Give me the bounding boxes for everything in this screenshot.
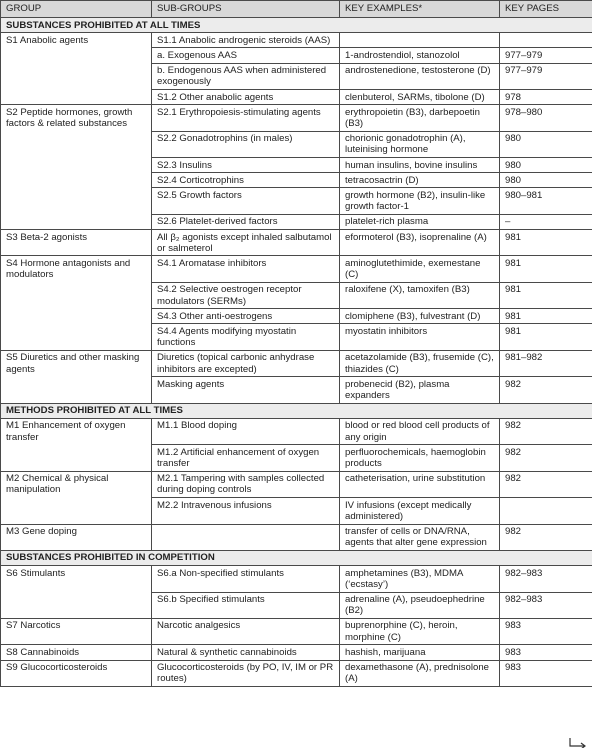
key-pages-cell: 980 <box>500 131 592 157</box>
table-body <box>1 18 592 687</box>
key-examples-cell: adrenaline (A), pseudoephedrine (B2) <box>340 592 500 618</box>
turn-right-arrow-icon <box>569 738 587 748</box>
table-row <box>1 230 592 256</box>
key-examples-cell: androstenedione, testosterone (D) <box>340 63 500 89</box>
section-header-row <box>1 403 592 418</box>
key-pages-cell: 980 <box>500 158 592 173</box>
sub-group-cell: S4.1 Aromatase inhibitors <box>152 256 340 282</box>
key-pages-cell: 981 <box>500 256 592 282</box>
table-row <box>1 48 592 63</box>
table-row <box>1 173 592 188</box>
key-pages-cell: 982 <box>500 377 592 403</box>
key-pages-cell: 981 <box>500 282 592 308</box>
group-cell <box>1 131 152 157</box>
table-row <box>1 105 592 131</box>
table-row <box>1 324 592 350</box>
group-cell: S6 Stimulants <box>1 566 152 592</box>
sub-group-cell: S2.4 Corticotrophins <box>152 173 340 188</box>
table-row <box>1 498 592 524</box>
sub-group-cell: S4.3 Other anti-oestrogens <box>152 309 340 324</box>
key-pages-cell: 981–982 <box>500 350 592 376</box>
group-cell <box>1 173 152 188</box>
group-cell <box>1 324 152 350</box>
key-examples-cell: erythropoietin (B3), darbepoetin (B3) <box>340 105 500 131</box>
group-cell <box>1 377 152 403</box>
key-examples-cell: blood or red blood cell products of any origin <box>340 418 500 444</box>
sub-group-cell: S6.b Specified stimulants <box>152 592 340 618</box>
key-examples-cell: perfluorochemicals, haemoglobin products <box>340 445 500 471</box>
sub-group-cell: Natural & synthetic cannabinoids <box>152 645 340 660</box>
key-pages-cell: 981 <box>500 324 592 350</box>
section-header-row <box>1 18 592 33</box>
key-pages-cell <box>500 33 592 48</box>
key-examples-cell: clenbuterol, SARMs, tibolone (D) <box>340 90 500 105</box>
key-examples-cell: clomiphene (B3), fulvestrant (D) <box>340 309 500 324</box>
table-row <box>1 256 592 282</box>
table-row <box>1 63 592 89</box>
key-pages-cell: 977–979 <box>500 48 592 63</box>
key-pages-cell: 982–983 <box>500 592 592 618</box>
key-pages-cell: 981 <box>500 230 592 256</box>
key-examples-cell: tetracosactrin (D) <box>340 173 500 188</box>
sub-group-cell: S2.1 Erythropoiesis-stimulating agents <box>152 105 340 131</box>
sub-group-cell: S2.5 Growth factors <box>152 188 340 214</box>
group-cell <box>1 214 152 229</box>
key-pages-cell: 983 <box>500 660 592 686</box>
table-row <box>1 445 592 471</box>
key-examples-cell: human insulins, bovine insulins <box>340 158 500 173</box>
header-key-pages: KEY PAGES <box>500 1 592 18</box>
group-cell: S1 Anabolic agents <box>1 33 152 48</box>
group-cell: S3 Beta-2 agonists <box>1 230 152 256</box>
group-cell: S9 Glucocorticosteroids <box>1 660 152 686</box>
group-cell <box>1 445 152 471</box>
sub-group-cell: Masking agents <box>152 377 340 403</box>
group-cell: S4 Hormone antagonists and modulators <box>1 256 152 282</box>
sub-group-cell: S1.1 Anabolic androgenic steroids (AAS) <box>152 33 340 48</box>
group-cell <box>1 592 152 618</box>
section-title: METHODS PROHIBITED AT ALL TIMES <box>1 403 592 418</box>
key-examples-cell <box>340 33 500 48</box>
header-key-examples: KEY EXAMPLES* <box>340 1 500 18</box>
key-examples-cell: catheterisation, urine substitution <box>340 471 500 497</box>
group-cell: S8 Cannabinoids <box>1 645 152 660</box>
table-row <box>1 471 592 497</box>
key-examples-cell: buprenorphine (C), heroin, morphine (C) <box>340 618 500 644</box>
table-row <box>1 214 592 229</box>
group-cell <box>1 158 152 173</box>
group-cell <box>1 309 152 324</box>
sub-group-cell: M1.1 Blood doping <box>152 418 340 444</box>
sub-group-cell: Diuretics (topical carbonic anhydrase inhibitors are excepted) <box>152 350 340 376</box>
key-examples-cell: transfer of cells or DNA/RNA, agents that alter gene expression <box>340 524 500 550</box>
key-examples-cell: eformoterol (B3), isoprenaline (A) <box>340 230 500 256</box>
key-examples-cell: acetazolamide (B3), frusemide (C), thiazides (C) <box>340 350 500 376</box>
sub-group-cell: a. Exogenous AAS <box>152 48 340 63</box>
key-pages-cell: 980 <box>500 173 592 188</box>
table-row <box>1 90 592 105</box>
key-pages-cell: 978 <box>500 90 592 105</box>
key-examples-cell: probenecid (B2), plasma expanders <box>340 377 500 403</box>
table-row <box>1 158 592 173</box>
sub-group-cell: S1.2 Other anabolic agents <box>152 90 340 105</box>
sub-group-cell: S2.6 Platelet-derived factors <box>152 214 340 229</box>
group-cell: S5 Diuretics and other masking agents <box>1 350 152 376</box>
key-pages-cell: 983 <box>500 645 592 660</box>
key-examples-cell: myostatin inhibitors <box>340 324 500 350</box>
group-cell <box>1 63 152 89</box>
sub-group-cell: M1.2 Artificial enhancement of oxygen transfer <box>152 445 340 471</box>
sub-group-cell: S4.4 Agents modifying myostatin functions <box>152 324 340 350</box>
sub-group-cell: S2.3 Insulins <box>152 158 340 173</box>
table-row <box>1 188 592 214</box>
key-pages-cell: 982 <box>500 445 592 471</box>
key-pages-cell: – <box>500 214 592 229</box>
key-examples-cell: IV infusions (except medically administered) <box>340 498 500 524</box>
key-pages-cell: 982–983 <box>500 566 592 592</box>
key-examples-cell: chorionic gonadotrophin (A), luteinising hormone <box>340 131 500 157</box>
table-row <box>1 282 592 308</box>
sub-group-cell: All β₂ agonists except inhaled salbutamol or salmeterol <box>152 230 340 256</box>
header-group: GROUP <box>1 1 152 18</box>
sub-group-cell: b. Endogenous AAS when administered exogenously <box>152 63 340 89</box>
key-pages-cell: 977–979 <box>500 63 592 89</box>
key-examples-cell: amphetamines (B3), MDMA (‘ecstasy’) <box>340 566 500 592</box>
key-examples-cell: dexamethasone (A), prednisolone (A) <box>340 660 500 686</box>
table-row <box>1 309 592 324</box>
table-row <box>1 350 592 376</box>
key-pages-cell: 980–981 <box>500 188 592 214</box>
group-cell <box>1 282 152 308</box>
key-pages-cell: 978–980 <box>500 105 592 131</box>
key-examples-cell: 1-androstendiol, stanozolol <box>340 48 500 63</box>
sub-group-cell: S6.a Non-specified stimulants <box>152 566 340 592</box>
table-row <box>1 131 592 157</box>
table-row <box>1 660 592 686</box>
key-pages-cell: 982 <box>500 524 592 550</box>
table-row <box>1 618 592 644</box>
section-header-row <box>1 550 592 565</box>
sub-group-cell <box>152 524 340 550</box>
table-row <box>1 566 592 592</box>
table-row <box>1 418 592 444</box>
key-pages-cell <box>500 498 592 524</box>
group-cell: M3 Gene doping <box>1 524 152 550</box>
table-row <box>1 645 592 660</box>
group-cell <box>1 498 152 524</box>
sub-group-cell: S4.2 Selective oestrogen receptor modulators (SERMs) <box>152 282 340 308</box>
section-title: SUBSTANCES PROHIBITED IN COMPETITION <box>1 550 592 565</box>
sub-group-cell: S2.2 Gonadotrophins (in males) <box>152 131 340 157</box>
group-cell <box>1 188 152 214</box>
key-examples-cell: raloxifene (X), tamoxifen (B3) <box>340 282 500 308</box>
group-cell: S7 Narcotics <box>1 618 152 644</box>
group-cell: M1 Enhancement of oxygen transfer <box>1 418 152 444</box>
sub-group-cell: Glucocorticosteroids (by PO, IV, IM or PR routes) <box>152 660 340 686</box>
section-title: SUBSTANCES PROHIBITED AT ALL TIMES <box>1 18 592 33</box>
table-header-row <box>1 1 592 18</box>
sub-group-cell: Narcotic analgesics <box>152 618 340 644</box>
key-pages-cell: 981 <box>500 309 592 324</box>
group-cell: S2 Peptide hormones, growth factors & related substances <box>1 105 152 131</box>
table-row <box>1 377 592 403</box>
key-examples-cell: aminoglutethimide, exemestane (C) <box>340 256 500 282</box>
header-sub-groups: SUB-GROUPS <box>152 1 340 18</box>
key-examples-cell: platelet-rich plasma <box>340 214 500 229</box>
table-row <box>1 524 592 550</box>
key-pages-cell: 982 <box>500 471 592 497</box>
group-cell <box>1 48 152 63</box>
table-row <box>1 592 592 618</box>
group-cell: M2 Chemical & physical manipulation <box>1 471 152 497</box>
key-examples-cell: hashish, marijuana <box>340 645 500 660</box>
table-row <box>1 33 592 48</box>
key-pages-cell: 982 <box>500 418 592 444</box>
key-examples-cell: growth hormone (B2), insulin-like growth factor-1 <box>340 188 500 214</box>
sub-group-cell: M2.2 Intravenous infusions <box>152 498 340 524</box>
group-cell <box>1 90 152 105</box>
sub-group-cell: M2.1 Tampering with samples collected during doping controls <box>152 471 340 497</box>
key-pages-cell: 983 <box>500 618 592 644</box>
